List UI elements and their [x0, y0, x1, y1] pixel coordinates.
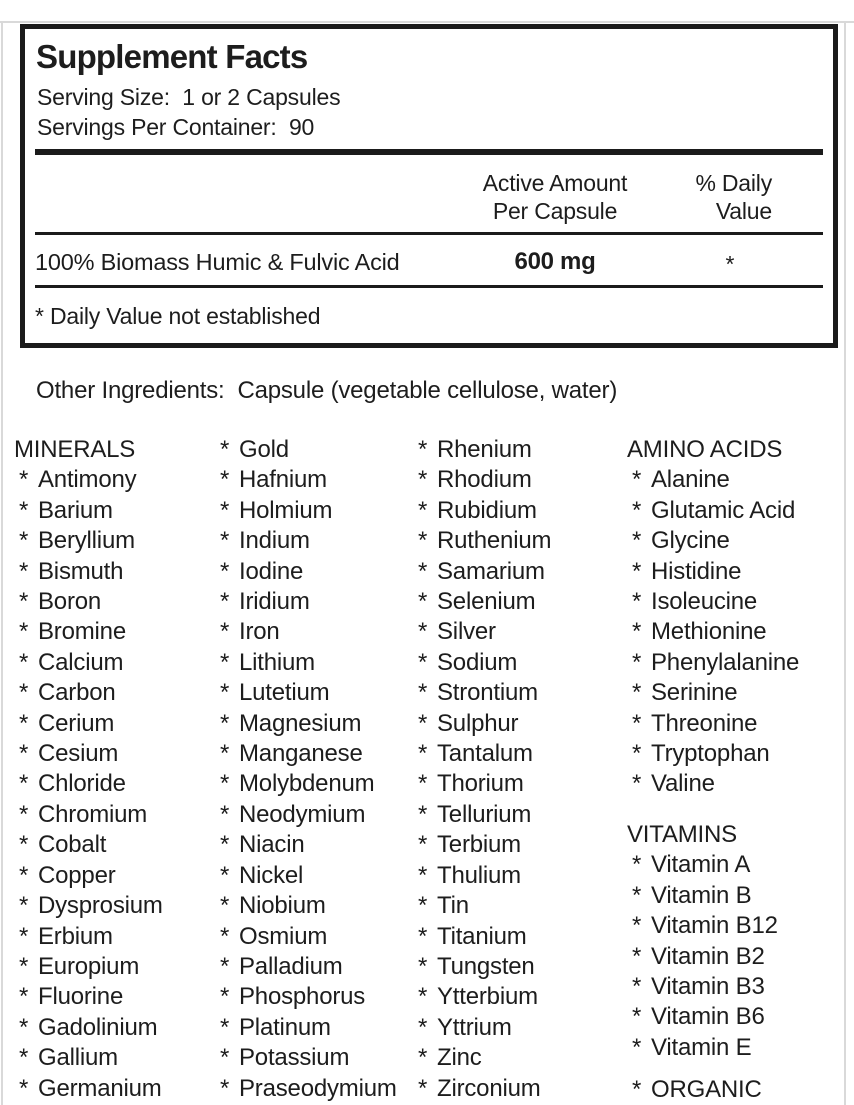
list-item	[215, 648, 397, 678]
other-ingredients-line: Other Ingredients: Capsule (vegetable cellulose, water)	[36, 377, 618, 404]
column-header-line: Active Amount	[482, 170, 628, 196]
footnote-marker: *	[418, 983, 428, 1011]
label-edge-line	[844, 21, 846, 1105]
list-item	[215, 1043, 397, 1073]
ingredient-name: Rhodium	[437, 466, 532, 494]
list-item	[14, 465, 163, 495]
footnote-marker: *	[632, 557, 642, 585]
ingredient-name: Bismuth	[38, 557, 124, 585]
footnote-marker: *	[19, 618, 29, 646]
footnote-marker: *	[220, 770, 230, 798]
ingredient-name: Cerium	[38, 709, 115, 737]
footnote-marker: *	[19, 527, 29, 555]
footnote-marker: *	[19, 1044, 29, 1072]
servings-per-container: Servings Per Container: 90	[37, 113, 315, 140]
list-item	[627, 617, 799, 647]
ingredient-name: Magnesium	[239, 709, 362, 737]
footnote-marker: *	[418, 922, 428, 950]
ingredient-name: Tryptophan	[651, 740, 770, 768]
list-item	[413, 617, 551, 647]
footnote-marker: *	[220, 800, 230, 828]
footnote-marker: *	[220, 496, 230, 524]
ingredient-section	[627, 820, 799, 1063]
ingredient-name: Sodium	[437, 648, 518, 676]
footnote-marker: *	[19, 861, 29, 889]
ingredient-name: Neodymium	[239, 800, 366, 828]
ingredient-name: Zinc	[437, 1044, 482, 1072]
list-item	[14, 557, 163, 587]
ingredient-row-amount: 600 mg	[514, 248, 596, 275]
list-item	[627, 972, 799, 1002]
list-item	[14, 739, 163, 769]
list-item	[413, 830, 551, 860]
list-item	[413, 891, 551, 921]
ingredient-name: Rubidium	[437, 496, 537, 524]
list-item	[627, 557, 799, 587]
footnote-marker: *	[418, 527, 428, 555]
list-item	[413, 1013, 551, 1043]
list-item	[627, 1002, 799, 1032]
list-item	[627, 678, 799, 708]
ingredient-name: Indium	[239, 527, 310, 555]
footnote-marker: *	[632, 648, 642, 676]
list-item	[215, 800, 397, 830]
ingredient-section	[413, 435, 551, 1104]
ingredient-name: Glutamic Acid	[651, 496, 796, 524]
footnote-marker: *	[19, 679, 29, 707]
ingredient-name: Germanium	[38, 1074, 162, 1102]
footnote-marker: *	[418, 952, 428, 980]
list-item	[215, 557, 397, 587]
serving-info	[37, 83, 340, 142]
footnote-marker: *	[632, 851, 642, 879]
daily-value-footnote: * Daily Value not established	[35, 303, 321, 329]
ingredient-name: Sulphur	[437, 709, 519, 737]
footnote-marker: *	[19, 892, 29, 920]
list-item	[627, 526, 799, 556]
ingredient-name: Molybdenum	[239, 770, 375, 798]
ingredient-name: Silver	[437, 618, 496, 646]
list-item	[14, 952, 163, 982]
footnote-marker: *	[220, 983, 230, 1011]
list-item	[215, 922, 397, 952]
ingredient-name: Gadolinium	[38, 1013, 158, 1041]
ingredient-name: Carbon	[38, 679, 116, 707]
list-item	[413, 678, 551, 708]
list-item	[627, 850, 799, 880]
ingredient-name: Thulium	[437, 861, 521, 889]
footnote-marker: *	[632, 770, 642, 798]
footnote-marker: *	[418, 831, 428, 859]
ingredient-name: Cesium	[38, 740, 119, 768]
list-item	[627, 709, 799, 739]
footnote-marker: *	[19, 952, 29, 980]
footnote-marker: *	[19, 648, 29, 676]
ingredient-name: Manganese	[239, 740, 363, 768]
list-item	[627, 465, 799, 495]
footnote-marker: *	[220, 466, 230, 494]
ingredient-name: Holmium	[239, 496, 333, 524]
footnote-marker: *	[19, 831, 29, 859]
ingredient-column	[215, 435, 397, 1104]
ingredient-name: Vitamin B3	[651, 972, 765, 1000]
label-edge-line	[0, 21, 854, 23]
footnote-marker: *	[220, 892, 230, 920]
footnote-marker: *	[19, 800, 29, 828]
thin-divider	[35, 232, 823, 235]
list-item	[413, 496, 551, 526]
ingredient-name: Antimony	[38, 466, 137, 494]
serving-size: Serving Size: 1 or 2 Capsules	[37, 84, 341, 110]
footnote-marker: *	[418, 588, 428, 616]
ingredient-name: Thorium	[437, 770, 524, 798]
footnote-marker: *	[220, 709, 230, 737]
list-item	[14, 982, 163, 1012]
footnote-marker: *	[632, 1003, 642, 1031]
list-item	[215, 435, 397, 465]
ingredient-name: Chloride	[38, 770, 126, 798]
list-item	[14, 891, 163, 921]
ingredient-name: Gallium	[38, 1044, 118, 1072]
list-item	[14, 861, 163, 891]
ingredient-name: Ruthenium	[437, 527, 552, 555]
ingredient-name: Tantalum	[437, 740, 533, 768]
list-item	[215, 496, 397, 526]
list-item	[413, 1043, 551, 1073]
ingredient-name: Samarium	[437, 557, 545, 585]
list-item	[14, 922, 163, 952]
footnote-marker: *	[632, 618, 642, 646]
list-item	[215, 678, 397, 708]
ingredient-name: Barium	[38, 496, 113, 524]
list-item	[413, 648, 551, 678]
ingredient-name: Lutetium	[239, 679, 330, 707]
footnote-marker: *	[220, 1044, 230, 1072]
list-item	[627, 739, 799, 769]
ingredient-name: Phosphorus	[239, 983, 366, 1011]
ingredient-name: Tungsten	[437, 952, 535, 980]
footnote-marker: *	[19, 922, 29, 950]
ingredient-name: Vitamin A	[651, 851, 751, 879]
list-item	[413, 709, 551, 739]
list-item	[14, 678, 163, 708]
list-item	[413, 861, 551, 891]
list-item	[215, 861, 397, 891]
ingredient-name: Osmium	[239, 922, 328, 950]
list-item	[413, 1074, 551, 1104]
footnote-marker: *	[19, 496, 29, 524]
ingredient-name: Platinum	[239, 1013, 331, 1041]
list-item	[627, 911, 799, 941]
ingredient-name: Vitamin B12	[651, 912, 778, 940]
ingredient-name: Vitamin B	[651, 881, 752, 909]
footnote-marker: *	[418, 770, 428, 798]
list-item	[627, 496, 799, 526]
ingredient-name: ORGANIC	[651, 1076, 762, 1104]
list-item	[413, 465, 551, 495]
ingredient-section	[215, 435, 397, 1104]
list-item	[14, 1013, 163, 1043]
footnote-marker: *	[19, 466, 29, 494]
list-item	[14, 769, 163, 799]
ingredient-section	[627, 435, 799, 800]
ingredient-name: Selenium	[437, 588, 536, 616]
ingredient-name: Lithium	[239, 648, 315, 676]
ingredient-name: Boron	[38, 588, 102, 616]
footnote-marker: *	[632, 527, 642, 555]
list-item	[413, 769, 551, 799]
footnote-marker: *	[418, 892, 428, 920]
column-header-line: % Daily	[695, 170, 772, 196]
list-item	[215, 465, 397, 495]
footnote-marker: *	[632, 1076, 642, 1104]
thin-divider	[35, 285, 823, 288]
footnote-marker: *	[632, 466, 642, 494]
ingredient-name: Isoleucine	[651, 588, 758, 616]
list-item	[14, 800, 163, 830]
footnote-marker: *	[632, 496, 642, 524]
list-item	[215, 982, 397, 1012]
footnote-marker: *	[220, 648, 230, 676]
ingredient-name: Valine	[651, 770, 715, 798]
ingredient-name: Histidine	[651, 557, 742, 585]
ingredient-name: Copper	[38, 861, 116, 889]
footnote-marker: *	[220, 557, 230, 585]
ingredient-section	[14, 435, 163, 1104]
list-item	[215, 617, 397, 647]
footnote-marker: *	[418, 800, 428, 828]
list-item	[413, 800, 551, 830]
list-item	[215, 587, 397, 617]
footnote-marker: *	[632, 740, 642, 768]
list-item	[627, 1033, 799, 1063]
ingredient-column	[627, 435, 799, 1105]
footnote-marker: *	[19, 1013, 29, 1041]
column-header-daily-value	[625, 169, 772, 225]
footnote-marker: *	[19, 770, 29, 798]
ingredient-name: Beryllium	[38, 527, 135, 555]
list-item	[413, 739, 551, 769]
ingredient-section-header: MINERALS	[14, 436, 136, 463]
ingredient-name: Glycine	[651, 527, 730, 555]
list-item	[215, 891, 397, 921]
footnote-marker: *	[632, 942, 642, 970]
ingredient-name: Palladium	[239, 952, 343, 980]
list-item	[413, 526, 551, 556]
footnote-marker: *	[220, 922, 230, 950]
ingredient-name: Strontium	[437, 679, 538, 707]
ingredient-name: Yttrium	[437, 1013, 512, 1041]
ingredient-name: Methionine	[651, 618, 767, 646]
panel-title: Supplement Facts	[36, 38, 308, 75]
ingredient-name: Iridium	[239, 588, 310, 616]
column-header-line: Value	[715, 198, 772, 224]
thick-divider	[35, 149, 823, 155]
ingredient-name: Alanine	[651, 466, 730, 494]
ingredient-name: Praseodymium	[239, 1074, 397, 1102]
ingredient-name: Phenylalanine	[651, 648, 800, 676]
footnote-marker: *	[418, 648, 428, 676]
footnote-marker: *	[220, 1013, 230, 1041]
list-item	[413, 952, 551, 982]
footnote-marker: *	[220, 436, 230, 463]
ingredient-name: Niacin	[239, 831, 305, 859]
footnote-marker: *	[19, 557, 29, 585]
list-item	[413, 435, 551, 465]
footnote-marker: *	[632, 709, 642, 737]
list-item	[413, 982, 551, 1012]
ingredient-name: Gold	[239, 436, 289, 463]
ingredient-name: Chromium	[38, 800, 148, 828]
ingredient-name: Calcium	[38, 648, 124, 676]
ingredient-name: Tin	[437, 892, 469, 920]
ingredient-name: Vitamin B6	[651, 1003, 765, 1031]
list-item	[14, 830, 163, 860]
footnote-marker: *	[632, 972, 642, 1000]
footnote-marker: *	[418, 557, 428, 585]
footnote-marker: *	[220, 588, 230, 616]
list-item	[627, 942, 799, 972]
ingredient-name: Titanium	[437, 922, 527, 950]
ingredient-name: Fluorine	[38, 983, 124, 1011]
list-item	[627, 648, 799, 678]
list-item	[215, 526, 397, 556]
footnote-marker: *	[418, 466, 428, 494]
list-item	[215, 1013, 397, 1043]
ingredient-column	[14, 435, 163, 1104]
ingredient-column	[413, 435, 551, 1104]
ingredient-name: Threonine	[651, 709, 758, 737]
list-item	[14, 587, 163, 617]
ingredient-name: Erbium	[38, 922, 113, 950]
footnote-marker: *	[418, 496, 428, 524]
footnote-marker: *	[220, 740, 230, 768]
footnote-marker: *	[220, 527, 230, 555]
ingredient-name: Zirconium	[437, 1074, 541, 1102]
footnote-marker: *	[632, 679, 642, 707]
ingredient-name: Vitamin E	[651, 1033, 752, 1061]
list-item	[413, 587, 551, 617]
ingredient-section-header: VITAMINS	[627, 820, 737, 848]
ingredient-row-name: 100% Biomass Humic & Fulvic Acid	[35, 249, 400, 275]
ingredient-name: Nickel	[239, 861, 304, 889]
ingredient-section	[627, 1075, 799, 1105]
ingredient-name: Niobium	[239, 892, 326, 920]
footnote-marker: *	[418, 861, 428, 889]
list-item	[215, 830, 397, 860]
list-item	[14, 526, 163, 556]
footnote-marker: *	[220, 952, 230, 980]
list-item	[627, 587, 799, 617]
footnote-marker: *	[220, 679, 230, 707]
label-edge-line	[1, 21, 3, 1105]
footnote-marker: *	[19, 740, 29, 768]
ingredient-name: Rhenium	[437, 436, 532, 463]
list-item	[215, 952, 397, 982]
list-item	[14, 709, 163, 739]
list-item	[14, 496, 163, 526]
footnote-marker: *	[418, 740, 428, 768]
footnote-marker: *	[418, 1074, 428, 1102]
column-header-line: Per Capsule	[492, 198, 618, 224]
ingredient-name: Europium	[38, 952, 140, 980]
ingredient-name: Cobalt	[38, 831, 107, 859]
footnote-marker: *	[19, 1074, 29, 1102]
ingredient-row-daily-value: *	[725, 251, 735, 277]
footnote-marker: *	[632, 881, 642, 909]
footnote-marker: *	[220, 618, 230, 646]
footnote-marker: *	[418, 679, 428, 707]
footnote-marker: *	[632, 912, 642, 940]
footnote-marker: *	[220, 831, 230, 859]
ingredient-name: Bromine	[38, 618, 126, 646]
ingredient-name: Tellurium	[437, 800, 532, 828]
list-item	[627, 1075, 799, 1105]
ingredient-name: Terbium	[437, 831, 521, 859]
footnote-marker: *	[632, 1033, 642, 1061]
footnote-marker: *	[418, 618, 428, 646]
footnote-marker: *	[19, 983, 29, 1011]
ingredient-name: Hafnium	[239, 466, 327, 494]
list-item	[215, 709, 397, 739]
footnote-marker: *	[632, 588, 642, 616]
ingredient-name: Serinine	[651, 679, 738, 707]
list-item	[627, 881, 799, 911]
footnote-marker: *	[19, 709, 29, 737]
footnote-marker: *	[418, 709, 428, 737]
list-item	[413, 557, 551, 587]
footnote-marker: *	[220, 861, 230, 889]
list-item	[413, 922, 551, 952]
list-item	[14, 1043, 163, 1073]
list-item	[215, 739, 397, 769]
supplement-facts-panel	[20, 24, 838, 348]
footnote-marker: *	[418, 1013, 428, 1041]
ingredient-name: Dysprosium	[38, 892, 163, 920]
list-item	[14, 617, 163, 647]
ingredient-name: Potassium	[239, 1044, 350, 1072]
footnote-marker: *	[220, 1074, 230, 1102]
ingredient-name: Iron	[239, 618, 280, 646]
footnote-marker: *	[418, 1044, 428, 1072]
list-item	[14, 648, 163, 678]
ingredient-name: Vitamin B2	[651, 942, 765, 970]
list-item	[14, 1074, 163, 1104]
ingredient-section-header: AMINO ACIDS	[627, 436, 783, 463]
ingredient-name: Iodine	[239, 557, 304, 585]
ingredient-name: Ytterbium	[437, 983, 538, 1011]
list-item	[627, 769, 799, 799]
list-item	[215, 1074, 397, 1104]
footnote-marker: *	[19, 588, 29, 616]
list-item	[215, 769, 397, 799]
footnote-marker: *	[418, 436, 428, 463]
